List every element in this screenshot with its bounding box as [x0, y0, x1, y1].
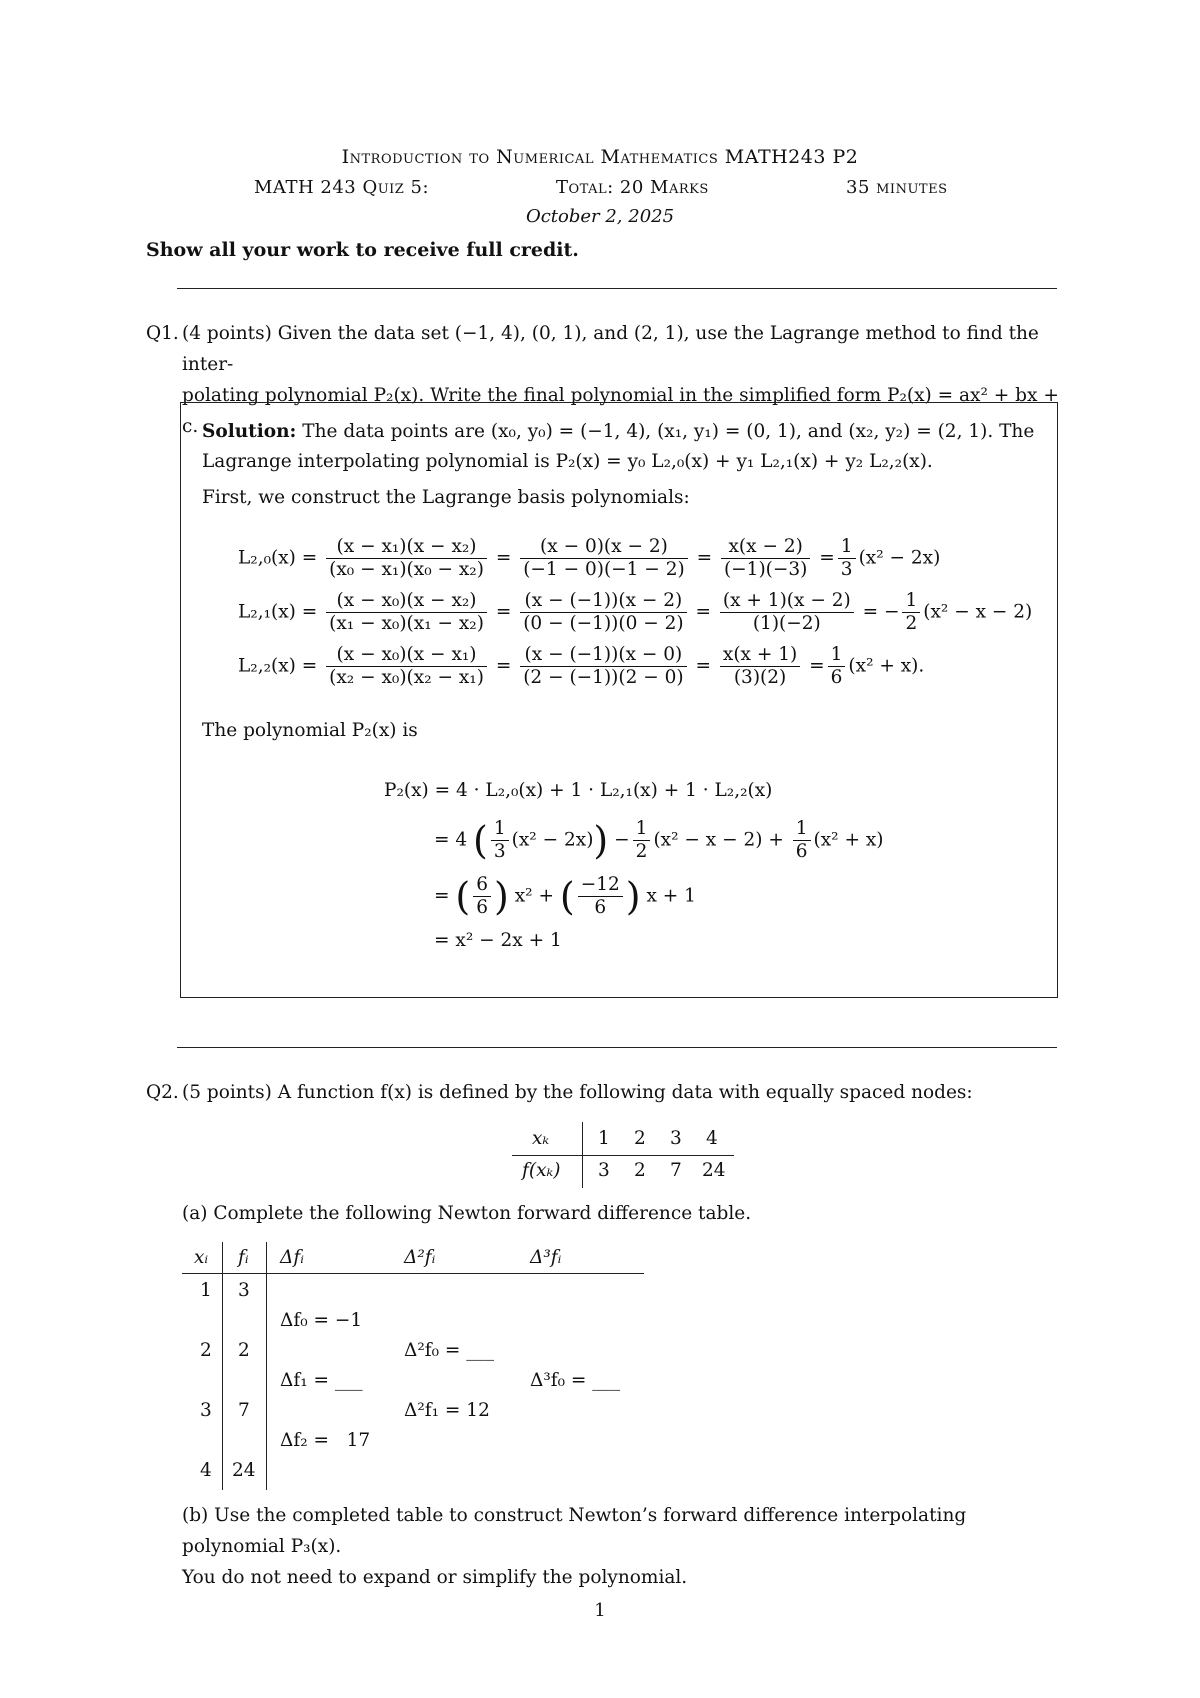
basis-row-0: L₂,₀(x) = $\frac{\text{(x − x₁)(x − x₂)}}{\text{(x₀ − x₁)(x₀ − x₂)}}$ = $\frac{(x - 0)(x - 2)}{(-1 - 0)(-1 - 2)}$ = $\frac{x(x - 2)}{(-1)(-3)}$ = $\frac{1}{3}$ (x² − 2x)	[238, 536, 941, 580]
part-b-line1: (b) Use the completed table to construct Newton’s forward difference interpolating polynomial P₃(x).	[182, 1505, 967, 1557]
data-f-cell: 24	[702, 1160, 726, 1181]
fi-cell: 3	[238, 1280, 250, 1301]
q1-number: Q1.	[146, 323, 179, 344]
course-title: Introduction to Numerical Mathematics MATH243 P2	[341, 146, 859, 168]
q2-text	[182, 1077, 1062, 1108]
fi-cell: 2	[238, 1340, 250, 1361]
delta2-cell: Δ²f₀ = ___	[404, 1340, 495, 1361]
data-x-cell: 3	[670, 1128, 682, 1149]
xi-cell: 2	[200, 1340, 212, 1361]
q1-line1: Given the data set (−1, 4), (0, 1), and (2, 1), use the Lagrange method to find the inter-	[182, 323, 1039, 375]
q2-line1: A function f(x) is defined by the following data with equally spaced nodes:	[277, 1082, 973, 1103]
duration: 35 minutes	[846, 177, 948, 198]
quiz-date: October 2, 2025	[525, 206, 675, 227]
delta1-cell: Δf₂ = 17	[280, 1430, 371, 1451]
q2-points: (5 points)	[182, 1082, 272, 1103]
basis-row-1: L₂,₁(x) = $\frac{\text{(x − x₀)(x − x₂)}}{\text{(x₁ − x₀)(x₁ − x₂)}}$ = $\frac{(x - (-1))(x - 2)}{(0 - (-1))(0 - 2)}$ = $\frac{(x + 1)(x - 2)}{(1)(-2)}$ = − $\frac{1}{2}$ (x² − x − 2)	[238, 590, 1033, 634]
step-4: = x² − 2x + 1	[434, 930, 562, 951]
header-xi: xᵢ	[194, 1247, 209, 1268]
fi-cell: 24	[232, 1460, 256, 1481]
xi-cell: 1	[200, 1280, 212, 1301]
data-f-cell: 7	[670, 1160, 682, 1181]
delta2-cell: Δ²f₁ = 12	[404, 1400, 490, 1421]
step-1: P₂(x) = 4 · L₂,₀(x) + 1 · L₂,₁(x) + 1 · L₂,₂(x)	[384, 780, 773, 801]
header-d1: Δfᵢ	[280, 1247, 304, 1268]
xi-cell: 3	[200, 1400, 212, 1421]
header-d3: Δ³fᵢ	[530, 1247, 562, 1268]
step-2: = 4 ( $\frac{1}{3}$ (x² − 2x)) − $\frac{1}{2}$ (x² − x − 2) + $\frac{1}{6}$ (x² + x)	[434, 818, 884, 863]
data-f-cell: 2	[634, 1160, 646, 1181]
instructions: Show all your work to receive full credit.	[146, 239, 579, 261]
divider	[177, 1047, 1057, 1048]
header-fi: fᵢ	[238, 1247, 249, 1268]
data-header-x: xₖ	[532, 1128, 550, 1149]
q2-number: Q2.	[146, 1082, 179, 1103]
header-d2: Δ²fᵢ	[404, 1247, 436, 1268]
data-x-cell: 2	[634, 1128, 646, 1149]
basis-row-2: L₂,₂(x) = $\frac{\text{(x − x₀)(x − x₁)}}{\text{(x₂ − x₀)(x₂ − x₁)}}$ = $\frac{(x - (-1))(x - 0)}{(2 - (-1))(2 - 0)}$ = $\frac{x(x + 1)}{(3)(2)}$ = $\frac{1}{6}$ (x² + x).	[238, 644, 925, 688]
delta1-cell: Δf₀ = −1	[280, 1310, 363, 1331]
difference-table	[182, 1242, 644, 1490]
step-3: = ( $\frac{6}{6}$ ) x² + ( $\frac{-12}{6}$ ) x + 1	[434, 874, 696, 919]
page-number: 1	[594, 1600, 606, 1621]
data-x-cell: 4	[706, 1128, 718, 1149]
data-f-cell: 3	[598, 1160, 610, 1181]
data-table	[512, 1122, 734, 1188]
solution-line1: The data points are (x₀, y₀) = (−1, 4), (x₁, y₁) = (0, 1), and (x₂, y₂) = (2, 1). The	[302, 421, 1035, 442]
solution-line2: Lagrange interpolating polynomial is P₂(x) = y₀ L₂,₀(x) + y₁ L₂,₁(x) + y₂ L₂,₂(x).	[202, 451, 933, 472]
delta1-cell: Δf₁ = ___	[280, 1370, 363, 1391]
xi-cell: 4	[200, 1460, 212, 1481]
part-a: (a) Complete the following Newton forward difference table.	[182, 1203, 752, 1224]
basis-intro: First, we construct the Lagrange basis polynomials:	[202, 487, 690, 508]
data-x-cell: 1	[598, 1128, 610, 1149]
fi-cell: 7	[238, 1400, 250, 1421]
solution-label: Solution:	[202, 421, 297, 442]
data-header-f: f(xₖ)	[522, 1160, 561, 1181]
part-b	[182, 1500, 1062, 1593]
total-marks: Total: 20 Marks	[556, 177, 709, 198]
part-b-line2: You do not need to expand or simplify the polynomial.	[182, 1567, 688, 1588]
poly-intro: The polynomial P₂(x) is	[202, 720, 418, 741]
q1-line2: polating polynomial P₂(x). Write the final polynomial in the simplified form P₂(x) = ax² + bx + c.	[182, 385, 1059, 437]
divider	[177, 288, 1057, 289]
q1-points: (4 points)	[182, 323, 272, 344]
delta3-cell: Δ³f₀ = ___	[530, 1370, 621, 1391]
solution-intro	[202, 417, 1052, 513]
quiz-label: MATH 243 Quiz 5:	[254, 177, 430, 198]
